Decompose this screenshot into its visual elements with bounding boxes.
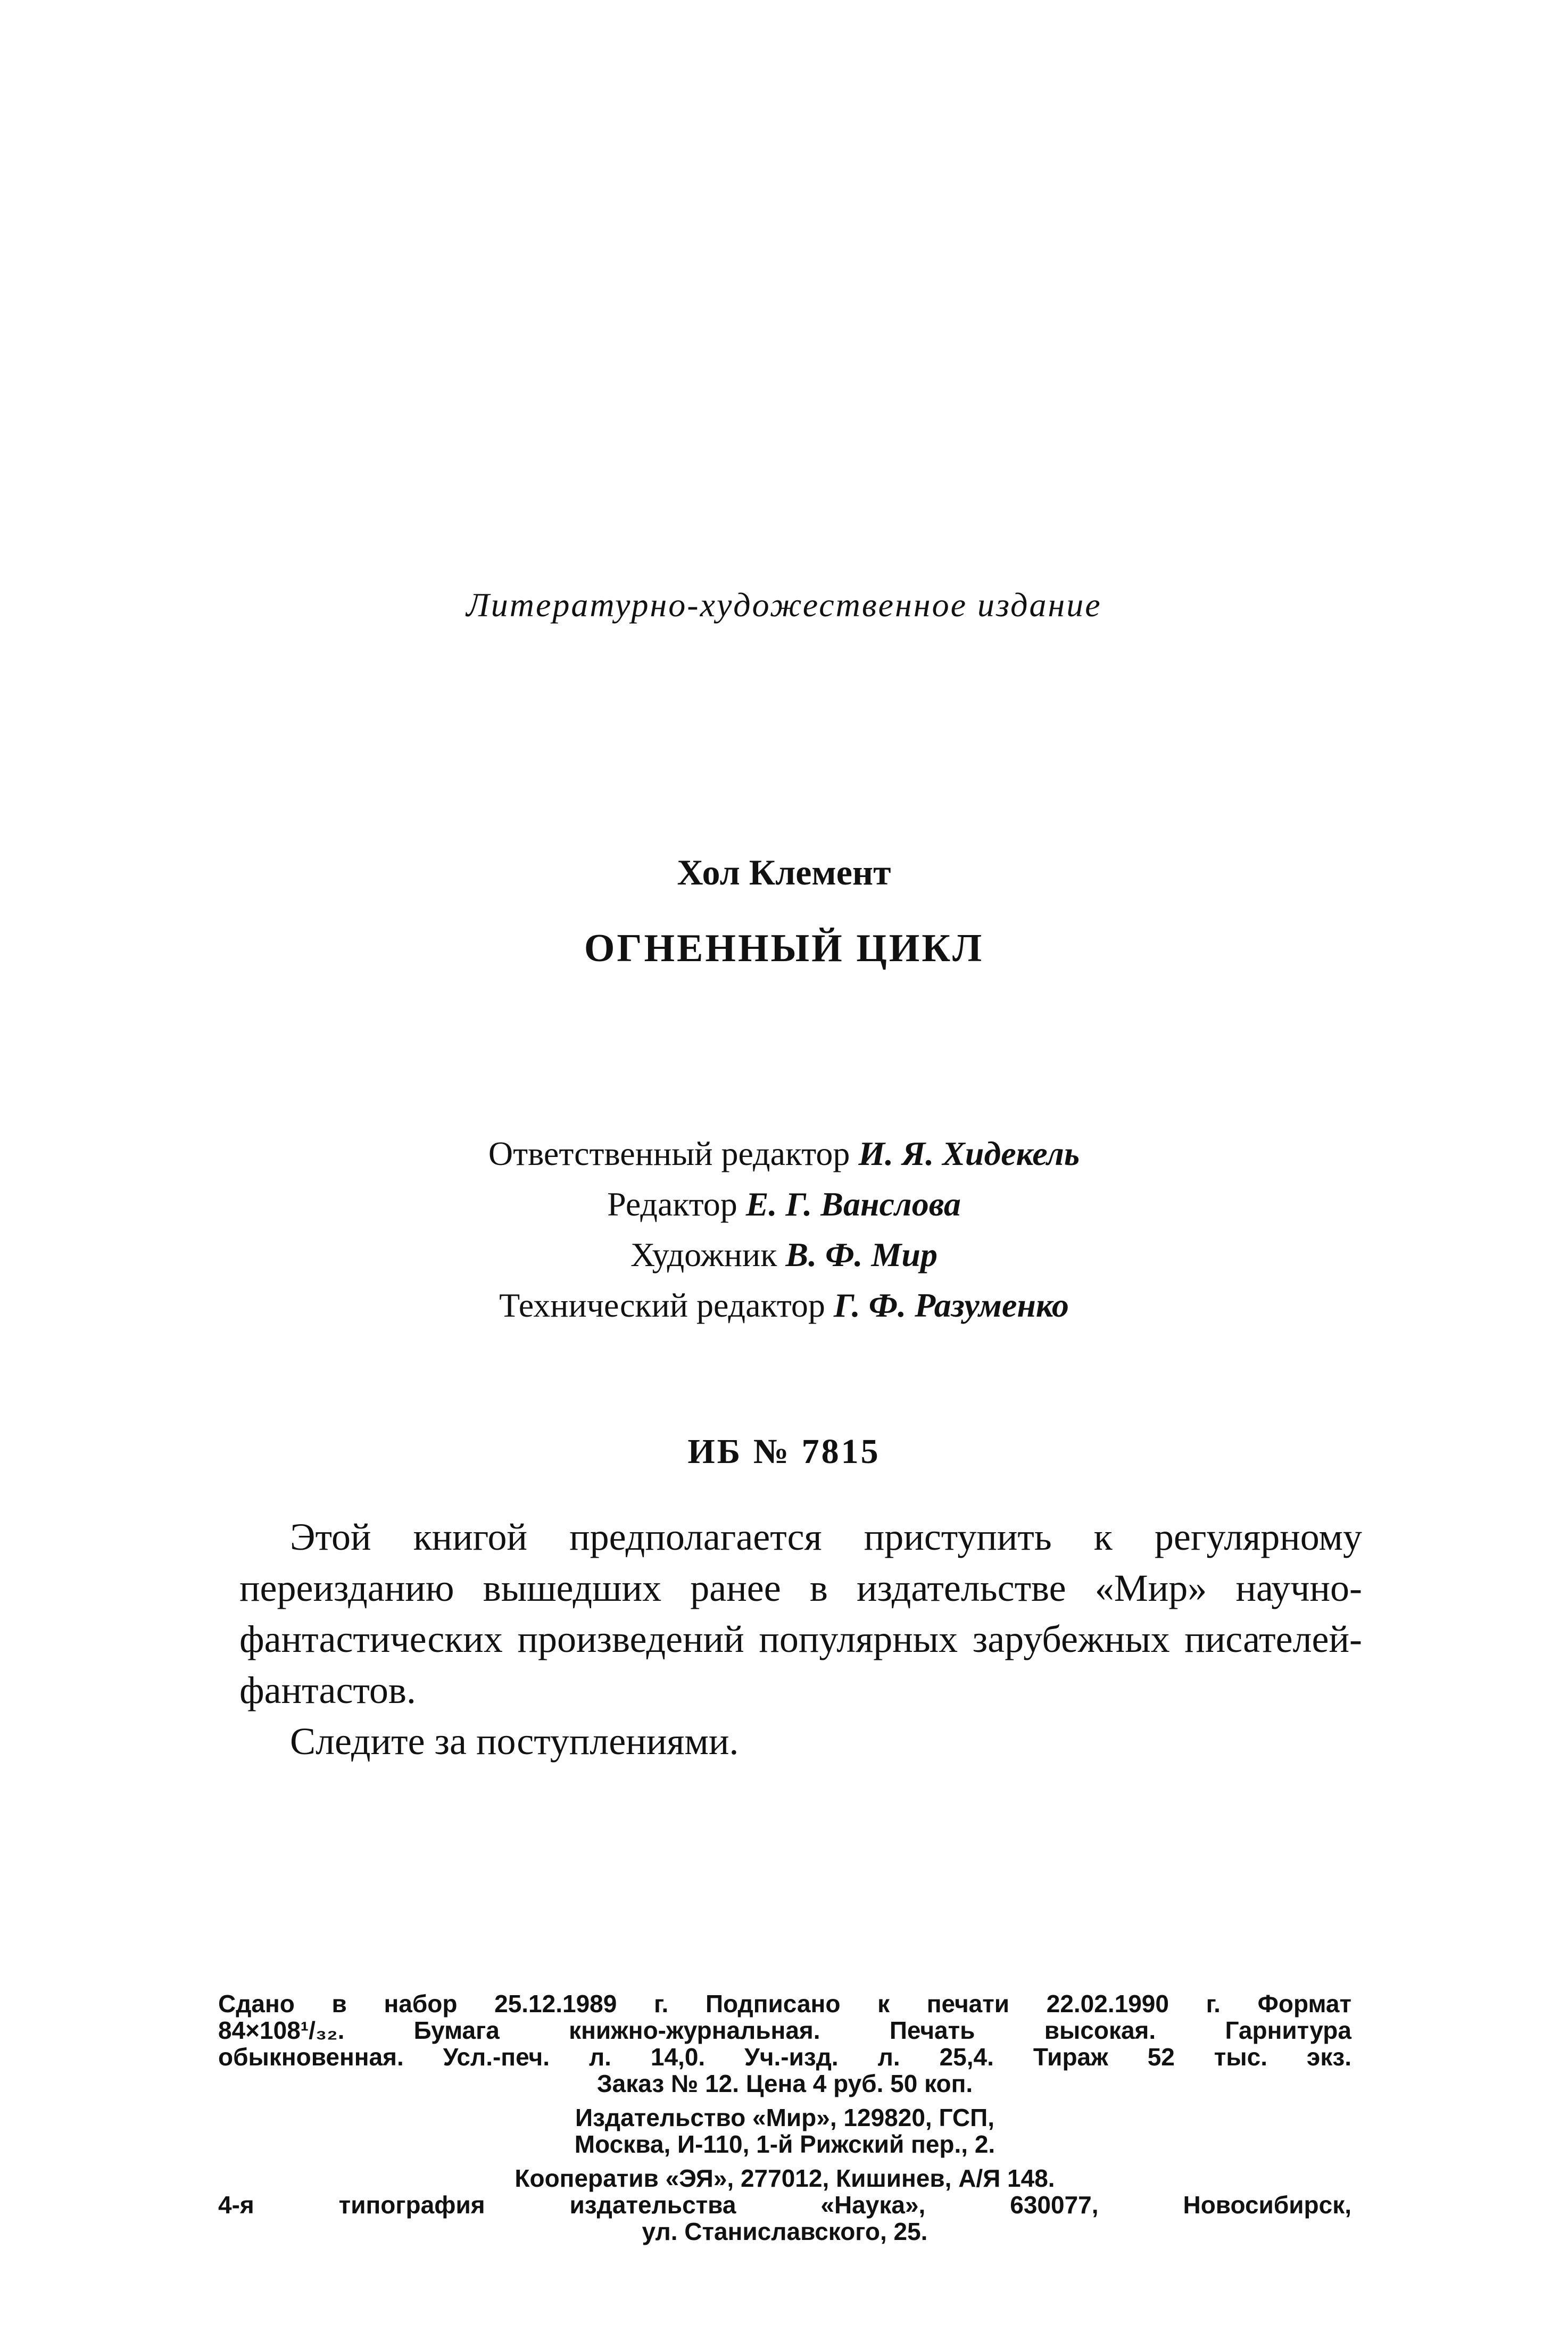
credit-person: Г. Ф. Разуменко	[833, 1286, 1069, 1324]
imprint-block	[218, 1990, 1351, 2245]
credit-role: Ответственный редактор	[488, 1135, 850, 1172]
credit-role: Технический редактор	[499, 1286, 825, 1324]
credit-line	[0, 1229, 1568, 1280]
coop-line: Кооператив «ЭЯ», 277012, Кишинев, А/Я 148.	[515, 2164, 1055, 2192]
credit-line	[0, 1280, 1568, 1330]
printer-street: ул. Станиславского, 25.	[642, 2218, 928, 2245]
credit-person: И. Я. Хидекель	[858, 1135, 1080, 1172]
imprint-line: обыкновенная. Усл.-печ. л. 14,0. Уч.-изд. л. 25,4. Тираж 52 тыс. экз.	[218, 2043, 1351, 2071]
book-title: ОГНЕННЫЙ ЦИКЛ	[584, 927, 984, 970]
credit-person: В. Ф. Мир	[785, 1236, 938, 1274]
credit-role: Редактор	[607, 1185, 737, 1223]
order-line: Заказ № 12. Цена 4 руб. 50 коп.	[596, 2070, 973, 2097]
ib-number: ИБ № 7815	[687, 1432, 881, 1471]
imprint-line: 84×108¹/₃₂. Бумага книжно-журнальная. Печать высокая. Гарнитура	[218, 2016, 1351, 2044]
publisher-line: Издательство «Мир», 129820, ГСП,	[575, 2104, 994, 2131]
credit-person: Е. Г. Ванслова	[745, 1185, 961, 1223]
author-name: Хол Клемент	[677, 852, 891, 892]
publisher-line: Москва, И-110, 1-й Рижский пер., 2.	[574, 2130, 995, 2158]
printer-line: 4-я типография издательства «Наука», 630077, Новосибирск,	[218, 2191, 1351, 2219]
credit-line	[0, 1179, 1568, 1229]
publisher-note	[239, 1511, 1362, 1767]
credit-line	[0, 1128, 1568, 1179]
credit-role: Художник	[630, 1236, 777, 1274]
credits-block	[0, 1128, 1568, 1330]
note-paragraph: Этой книгой предполагается приступить к регулярному переизданию вышедших ранее в издательстве «Мир» научно-фантастических произведений популярных зарубежных писателей-фантастов.	[239, 1516, 1362, 1712]
imprint-line: Сдано в набор 25.12.1989 г. Подписано к печати 22.02.1990 г. Формат	[218, 1990, 1351, 2018]
genre-label: Литературно-художественное издание	[466, 586, 1102, 624]
note-paragraph: Следите за поступлениями.	[290, 1720, 739, 1763]
